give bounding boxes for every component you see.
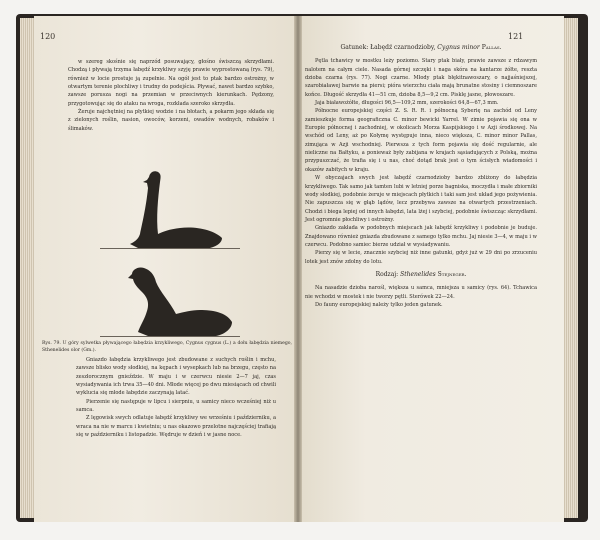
right-paragraph: W obyczajach swych jest łabędź czarnodzioby bardzo zbliżony do łabędzia krzykliwego. Tak samo jak tamten lubi w letniej porze bagniska, moczydła i małe zbiorniki wody słodkiej, podobnie żeruje w miejscach płytkich i taki sam jest układ jego pożywienia. Nie zapuszcza się w głąb lądów, lecz przebywa zawsze na otwartych przestrzeniach. Chodzi i biega lepiej od innych łabędzi, lata lżej i szybciej, podobnie świszcząc skrzydłami. Jest ogromnie płochliwy i ostrożny. xyxy=(305,175,537,223)
right-paragraph: Pętla tchawicy w mostku leży poziomo. Stary ptak biały, prawie zawsze z rdzawym nalotem na całym ciele. Nasada górnej szczęki i naga skóra na kantarze żółte, reszta dzioba czarna (rys. 77). Nogi czarne. Młody ptak błękitnawoszary, o najjaśniejszej, szarobiaławej barwie na piersi; pióra wierzchu ciała mają brunatne stosiny i ciemnoszare końce. Długość skrzydła 41—51 cm, dzioba 8,5—9,2 cm. Pisklę jasne, płowoszare. xyxy=(305,58,537,98)
water-line-bottom xyxy=(100,336,240,337)
right-text xyxy=(305,44,537,309)
book-gutter xyxy=(294,16,302,522)
right-paragraph: Na nasadzie dzioba narośl, większa u samca, mniejsza u samicy (rys. 64). Tchawica nie wchodzi w mostek i nie tworzy pętli. Sterówek 22—24. xyxy=(305,285,537,300)
right-paragraph: Północne europejskiej części Z. S. R. R. i północną Syberię na zachód od Leny zamieszkuje forma geograficzna C. minor bewicki Yarrel. W zimie pojawia się ona w Europie północnej i zachodniej, w okolicach Morza Kaspijskiego i w Azji środkowej. Na wschód od Leny, aż po Kołymę występuje inna, nieco większa, C. minor minor Pallas, zimująca w Azji wschodniej. Pierwsza z tych form pojawia się dość regularnie, ale nieliczne na Bałtyku, a ponieważ były zabijana w krajach sąsiadujących z Polską, można przypuszczać, że trafia się i u nas, choć dotąd brak jest o tym ścisłych wiadomości i okazów zabitych w kraju. xyxy=(305,108,537,173)
species-latin: Cygnus minor xyxy=(437,44,480,51)
swan-silhouette-mute xyxy=(120,262,240,342)
right-page-number: 121 xyxy=(508,32,524,41)
genus-heading xyxy=(305,271,537,279)
left-paragraph: Żeruje najchętniej na płytkiej wodzie i na błotach, a pokarm jego składa się z zielonych roślin, nasion, owoców, korzeni, owadów wodnych, robaków i ślimaków. xyxy=(68,109,274,132)
left-paragraph: Pierzenie się następuje w lipcu i sierpniu, u samicy nieco wcześniej niż u samca. xyxy=(76,398,276,414)
genus-title: Rodzaj: xyxy=(375,270,399,278)
right-paragraph: Do fauny europejskiej należy tylko jeden gatunek. xyxy=(315,301,443,308)
right-paragraph: Pierzy się w lecie, znacznie szybciej niż inne gatunki, gdyż już w 29 dni po zrzuceniu lotek jest znów zdolny do lotu. xyxy=(305,250,537,265)
left-paragraph: Z lęgowisk swych odlatuje łabędź krzykliwy we wrześniu i październiku, a wraca na nie w marcu i kwietniu; u nas okazowo przelotne najczęściej trafiają się w październiku i listopadzie. Wędruje w dzień i w jasne noce. xyxy=(76,415,276,439)
species-title: Gatunek: Łabędź czarnodzioby, xyxy=(340,44,436,51)
left-bottom-text xyxy=(76,356,276,439)
right-paragraph: Gniazdo zakłada w podobnych miejscach jak łabędź krzykliwy i podobnie je buduje. Znajdowano również gniazda zbudowane z samego tylko mchu. Jaj niesie 3—4, w maju i w czerwcu. Podobno samiec bierze udział w wysiadywaniu. xyxy=(305,225,537,248)
left-paragraph: Gniazdo łabędzia krzykliwego jest zbudowane z suchych roślin i mchu, zawsze blisko wody słodkiej, na kępach i wysepkach lub na brzegu, często na zeszłorocznym gnieździe. W maju i w czerwcu niesie 2—7 jaj, czas wysiadywania ich trwa 35—40 dni. Młode więcej po dwu miesiącach od chwili wyklucia się młode łabędzie zaczynają latać. xyxy=(76,357,276,397)
species-heading xyxy=(305,44,537,52)
left-page-number: 120 xyxy=(40,32,56,41)
genus-latin: Sthenelides xyxy=(400,270,436,278)
swan-silhouette-whooper xyxy=(110,168,230,252)
species-author: Pallas. xyxy=(481,44,502,51)
page-edges-right xyxy=(562,18,578,518)
right-paragraph: Jaja białawożółte, długości 96,5—109,2 mm, szerokości 64,8—67,3 mm. xyxy=(315,100,499,107)
genus-author: Stejneger. xyxy=(437,270,467,278)
left-top-text xyxy=(68,58,274,133)
water-line-top xyxy=(100,248,240,249)
left-paragraph: w szereg skośnie się naprzód posuwający, głośno świszczą skrzydłami. Chodzą i pływają trzyma łabędź krzykliwy szyję prawie wyprostowaną (rys. 79), również w locie prostuje ją zupełnie. Na ogół jest to ptak bardzo ostrożny, w otwartym terenie płochliwy i trudny do podejścia. Pływać, nawet bardzo szybko, zawsze porusza nogi na przemian w przeciwnych kierunkach. Pędzony, przygotowując się do ataku na wroga, rozkłada szeroko skrzydła. xyxy=(68,59,274,107)
figure-caption: Rys. 79. U góry sylwetka pływającego łabędzia krzykliwego, Cygnus cygnus (L.) a dołu łabędzia niemego, Sthenelides olor (Gm.). xyxy=(42,341,292,353)
